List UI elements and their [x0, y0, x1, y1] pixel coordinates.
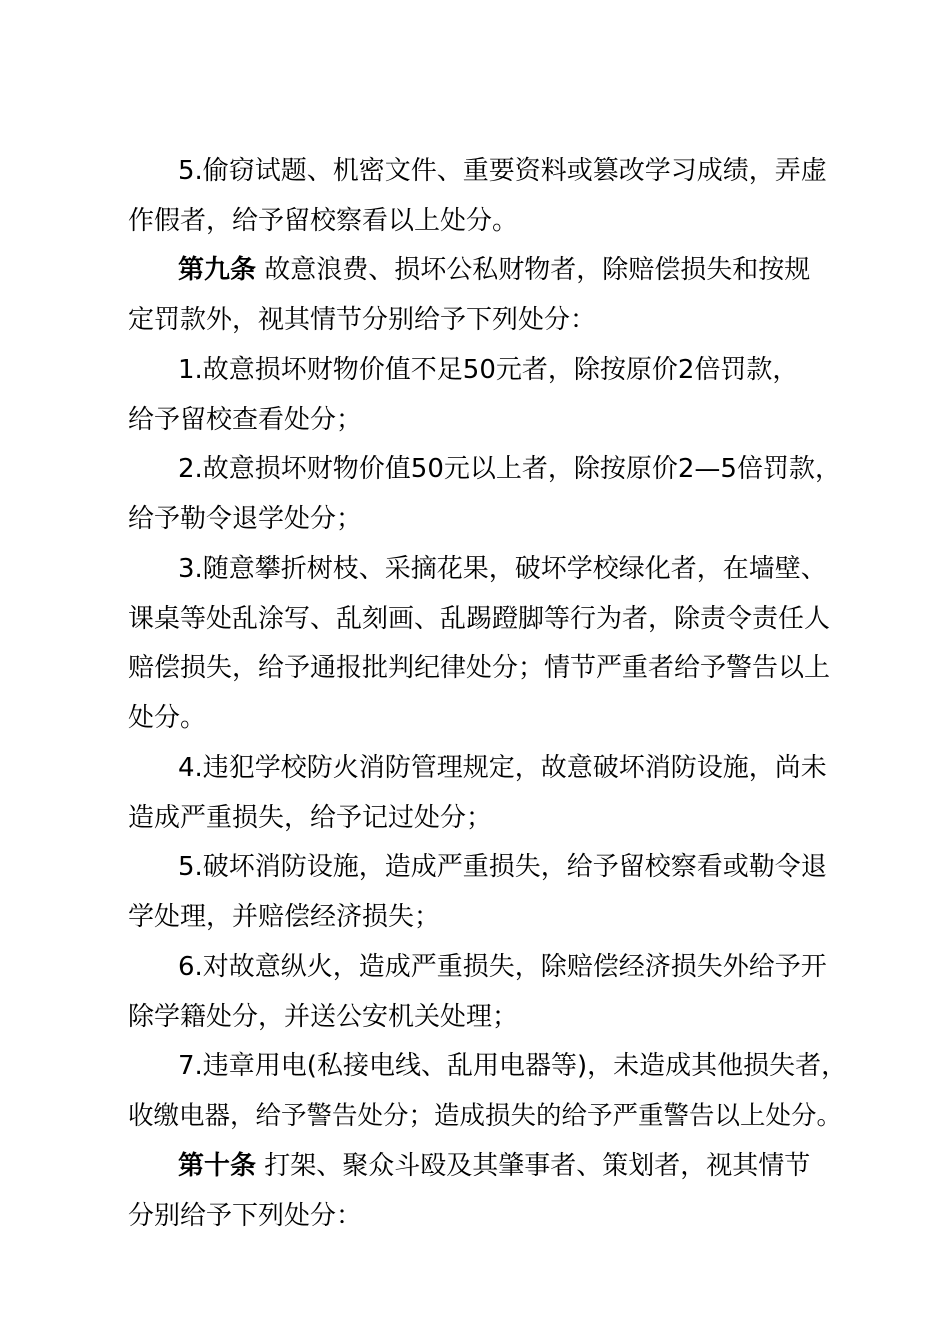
article-10 — [128, 1142, 848, 1241]
paragraph-line: 5.破坏消防设施，造成严重损失，给予留校察看或勒令退 — [178, 852, 827, 882]
article-9 — [128, 246, 848, 345]
paragraph-line — [128, 246, 848, 296]
paragraph-line: 2.故意损坏财物价值50元以上者，除按原价2—5倍罚款， — [178, 454, 841, 484]
paragraph-item-5-theft — [128, 147, 848, 246]
paragraph-line: 处分。 — [128, 703, 207, 734]
paragraph-item-5 — [128, 843, 848, 942]
paragraph-line: 定罚款外，视其情节分别给予下列处分： — [128, 304, 597, 335]
paragraph-line: 除学籍处分，并送公安机关处理； — [128, 1001, 519, 1032]
paragraph-line: 学处理，并赔偿经济损失； — [128, 901, 441, 932]
paragraph-line: 赔偿损失，给予通报批判纪律处分；情节严重者给予警告以上 — [128, 653, 831, 684]
paragraph-line: 收缴电器，给予警告处分；造成损失的给予严重警告以上处分。 — [128, 1100, 843, 1131]
paragraph-item-4 — [128, 744, 848, 843]
paragraph-item-1 — [128, 346, 848, 445]
paragraph-line: 3.随意攀折树枝、采摘花果，破坏学校绿化者，在墙壁、 — [178, 554, 827, 584]
paragraph-item-3 — [128, 545, 848, 744]
article-heading: 第十条 — [178, 1151, 257, 1181]
paragraph-line: 1.故意损坏财物价值不足50元者，除按原价2倍罚款， — [178, 355, 799, 385]
article-heading: 第九条 — [178, 255, 257, 285]
paragraph-line: 7.违章用电(私接电线、乱用电器等)，未造成其他损失者， — [178, 1051, 848, 1081]
paragraph-line: 分别给予下列处分： — [128, 1200, 363, 1231]
paragraph-line: 课桌等处乱涂写、乱刻画、乱踢蹬脚等行为者，除责令责任人 — [128, 603, 831, 634]
paragraph-item-7 — [128, 1042, 848, 1141]
article-text: 打架、聚众斗殴及其肇事者、策划者，视其情节 — [264, 1151, 811, 1181]
paragraph-line — [128, 1142, 848, 1192]
paragraph-item-6 — [128, 943, 848, 1042]
paragraph-line: 6.对故意纵火，造成严重损失，除赔偿经济损失外给予开 — [178, 952, 827, 982]
article-text: 故意浪费、损坏公私财物者，除赔偿损失和按规 — [264, 255, 811, 285]
paragraph-line: 作假者，给予留校察看以上处分。 — [128, 205, 519, 236]
paragraph-item-2 — [128, 445, 848, 544]
paragraph-line: 给予勒令退学处分； — [128, 503, 363, 534]
paragraph-line: 4.违犯学校防火消防管理规定，故意破坏消防设施，尚未 — [178, 753, 827, 783]
paragraph-line: 造成严重损失，给予记过处分； — [128, 802, 493, 833]
paragraph-line: 给予留校查看处分； — [128, 404, 363, 435]
paragraph-line: 5.偷窃试题、机密文件、重要资料或篡改学习成绩，弄虚 — [178, 156, 827, 186]
